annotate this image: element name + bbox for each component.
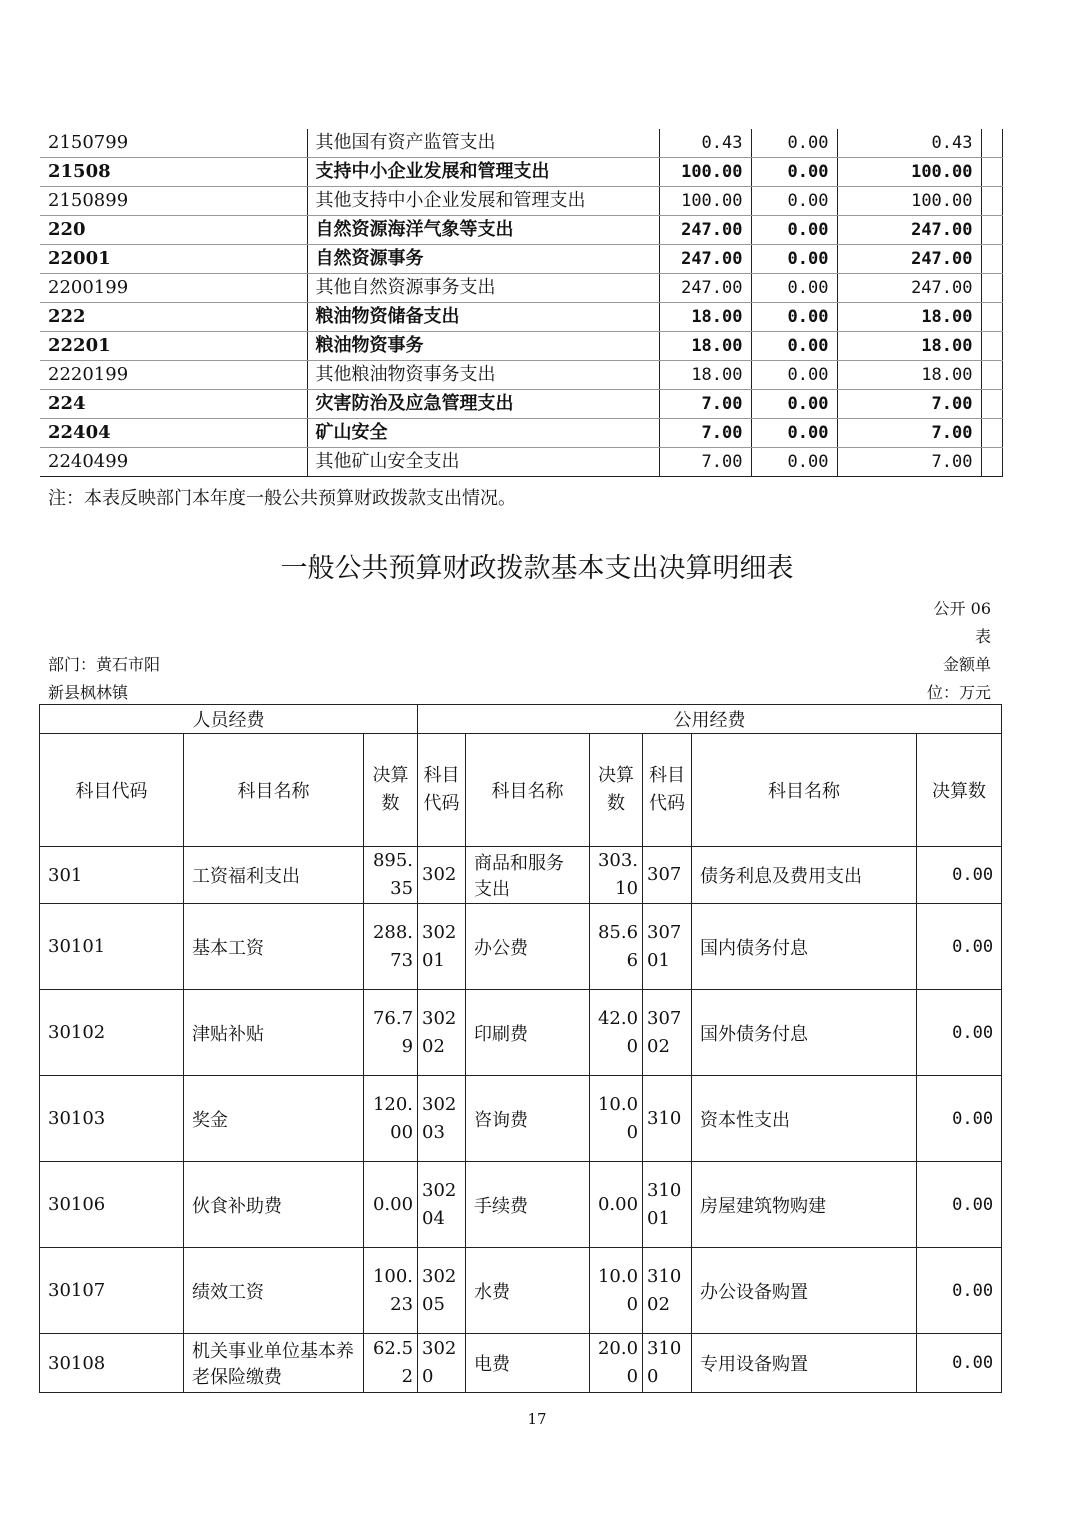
table-row — [40, 303, 1002, 332]
row-total: 100.00 — [659, 187, 751, 216]
row-code: 2150899 — [40, 187, 307, 216]
row-blank — [981, 187, 1002, 216]
personnel-name: 绩效工资 — [184, 1248, 364, 1334]
table-row — [40, 1248, 1002, 1334]
table-row — [40, 419, 1002, 448]
row-code: 2240499 — [40, 448, 307, 477]
row-basic: 7.00 — [837, 390, 981, 419]
personnel-amount: 120.00 — [364, 1076, 418, 1162]
personnel-name: 伙食补助费 — [184, 1162, 364, 1248]
table-row — [40, 390, 1002, 419]
personnel-code: 30106 — [40, 1162, 184, 1248]
table-row — [40, 245, 1002, 274]
public-name-2: 债务利息及费用支出 — [692, 847, 917, 904]
row-project: 0.00 — [751, 158, 837, 187]
personnel-amount: 62.52 — [364, 1334, 418, 1393]
personnel-amount: 76.79 — [364, 990, 418, 1076]
personnel-name: 津贴补贴 — [184, 990, 364, 1076]
public-amount-2: 0.00 — [917, 1334, 1002, 1393]
public-code-2: 3100 — [643, 1334, 692, 1393]
public-code: 302 — [418, 847, 466, 904]
row-code: 21508 — [40, 158, 307, 187]
public-amount: 85.66 — [590, 904, 643, 990]
public-code: 3020 — [418, 1334, 466, 1393]
row-name: 自然资源事务 — [307, 245, 659, 274]
header-amount: 决算数 — [917, 734, 1002, 847]
table-row — [40, 904, 1002, 990]
row-total: 18.00 — [659, 361, 751, 390]
row-code: 220 — [40, 216, 307, 245]
public-code-2: 30701 — [643, 904, 692, 990]
row-basic: 7.00 — [837, 448, 981, 477]
public-name: 手续费 — [466, 1162, 590, 1248]
row-basic: 100.00 — [837, 158, 981, 187]
row-name: 其他粮油物资事务支出 — [307, 361, 659, 390]
group-personnel: 人员经费 — [40, 705, 418, 734]
personnel-code: 30102 — [40, 990, 184, 1076]
public-amount: 0.00 — [590, 1162, 643, 1248]
row-name: 矿山安全 — [307, 419, 659, 448]
public-amount: 42.00 — [590, 990, 643, 1076]
row-blank — [981, 158, 1002, 187]
public-name: 办公费 — [466, 904, 590, 990]
public-name: 印刷费 — [466, 990, 590, 1076]
row-name: 自然资源海洋气象等支出 — [307, 216, 659, 245]
table-row — [40, 990, 1002, 1076]
row-basic: 0.43 — [837, 129, 981, 158]
public-code-2: 310 — [643, 1076, 692, 1162]
form-number-line1: 公开 06 — [933, 599, 991, 618]
header-code: 科目代码 — [643, 734, 692, 847]
personnel-amount: 100.23 — [364, 1248, 418, 1334]
table-row — [40, 1076, 1002, 1162]
basic-expenditure-table — [39, 704, 1002, 1393]
row-project: 0.00 — [751, 303, 837, 332]
public-code-2: 307 — [643, 847, 692, 904]
row-total: 247.00 — [659, 216, 751, 245]
row-name: 粮油物资储备支出 — [307, 303, 659, 332]
row-code: 22404 — [40, 419, 307, 448]
header-code: 科目代码 — [40, 734, 184, 847]
public-amount-2: 0.00 — [917, 1248, 1002, 1334]
table-row — [40, 361, 1002, 390]
table-row — [40, 274, 1002, 303]
public-code: 30204 — [418, 1162, 466, 1248]
row-total: 247.00 — [659, 245, 751, 274]
public-name: 电费 — [466, 1334, 590, 1393]
public-amount-2: 0.00 — [917, 1076, 1002, 1162]
personnel-code: 301 — [40, 847, 184, 904]
department-line2: 新县枫林镇 — [48, 683, 129, 702]
row-code: 2220199 — [40, 361, 307, 390]
row-total: 7.00 — [659, 390, 751, 419]
top-expenditure-table — [40, 129, 1003, 477]
header-name: 科目名称 — [466, 734, 590, 847]
row-blank — [981, 419, 1002, 448]
row-code: 22001 — [40, 245, 307, 274]
public-name-2: 房屋建筑物购建 — [692, 1162, 917, 1248]
row-basic: 18.00 — [837, 332, 981, 361]
public-name: 水费 — [466, 1248, 590, 1334]
row-basic: 18.00 — [837, 361, 981, 390]
table-row — [40, 129, 1002, 158]
public-amount: 10.00 — [590, 1248, 643, 1334]
personnel-name: 工资福利支出 — [184, 847, 364, 904]
row-project: 0.00 — [751, 448, 837, 477]
row-blank — [981, 245, 1002, 274]
public-code: 30203 — [418, 1076, 466, 1162]
row-blank — [981, 274, 1002, 303]
public-name: 咨询费 — [466, 1076, 590, 1162]
row-blank — [981, 361, 1002, 390]
row-total: 0.43 — [659, 129, 751, 158]
row-basic: 18.00 — [837, 303, 981, 332]
unit-line2: 位：万元 — [926, 683, 991, 702]
public-name-2: 国内债务付息 — [692, 904, 917, 990]
row-basic: 247.00 — [837, 216, 981, 245]
public-amount-2: 0.00 — [917, 904, 1002, 990]
row-blank — [981, 129, 1002, 158]
row-total: 100.00 — [659, 158, 751, 187]
personnel-name: 基本工资 — [184, 904, 364, 990]
personnel-code: 30107 — [40, 1248, 184, 1334]
personnel-amount: 288.73 — [364, 904, 418, 990]
row-project: 0.00 — [751, 419, 837, 448]
row-blank — [981, 448, 1002, 477]
table-row — [40, 158, 1002, 187]
table-row — [40, 448, 1002, 477]
row-project: 0.00 — [751, 129, 837, 158]
row-name: 灾害防治及应急管理支出 — [307, 390, 659, 419]
personnel-code: 30101 — [40, 904, 184, 990]
table-row — [40, 187, 1002, 216]
public-code: 30201 — [418, 904, 466, 990]
table-row — [40, 216, 1002, 245]
row-project: 0.00 — [751, 390, 837, 419]
row-blank — [981, 216, 1002, 245]
public-code-2: 31001 — [643, 1162, 692, 1248]
row-total: 247.00 — [659, 274, 751, 303]
personnel-amount: 0.00 — [364, 1162, 418, 1248]
header-amount: 决算数 — [590, 734, 643, 847]
row-code: 222 — [40, 303, 307, 332]
public-code: 30202 — [418, 990, 466, 1076]
row-code: 22201 — [40, 332, 307, 361]
row-total: 18.00 — [659, 303, 751, 332]
row-blank — [981, 303, 1002, 332]
public-amount-2: 0.00 — [917, 847, 1002, 904]
page-number: 17 — [527, 1410, 547, 1428]
row-name: 其他矿山安全支出 — [307, 448, 659, 477]
personnel-amount: 895.35 — [364, 847, 418, 904]
public-amount-2: 0.00 — [917, 990, 1002, 1076]
table-row — [40, 1162, 1002, 1248]
row-name: 其他国有资产监管支出 — [307, 129, 659, 158]
row-project: 0.00 — [751, 245, 837, 274]
public-amount-2: 0.00 — [917, 1162, 1002, 1248]
row-project: 0.00 — [751, 187, 837, 216]
row-total: 7.00 — [659, 448, 751, 477]
personnel-name: 奖金 — [184, 1076, 364, 1162]
table-row — [40, 1334, 1002, 1393]
public-code: 30205 — [418, 1248, 466, 1334]
header-name: 科目名称 — [184, 734, 364, 847]
group-public: 公用经费 — [418, 705, 1002, 734]
row-name: 其他自然资源事务支出 — [307, 274, 659, 303]
row-basic: 247.00 — [837, 245, 981, 274]
public-code-2: 30702 — [643, 990, 692, 1076]
row-project: 0.00 — [751, 361, 837, 390]
row-project: 0.00 — [751, 332, 837, 361]
public-name-2: 专用设备购置 — [692, 1334, 917, 1393]
header-amount: 决算数 — [364, 734, 418, 847]
row-basic: 247.00 — [837, 274, 981, 303]
public-name-2: 资本性支出 — [692, 1076, 917, 1162]
row-code: 2200199 — [40, 274, 307, 303]
row-basic: 100.00 — [837, 187, 981, 216]
row-code: 2150799 — [40, 129, 307, 158]
row-total: 18.00 — [659, 332, 751, 361]
table-row — [40, 332, 1002, 361]
header-name: 科目名称 — [692, 734, 917, 847]
row-name: 其他支持中小企业发展和管理支出 — [307, 187, 659, 216]
public-name-2: 办公设备购置 — [692, 1248, 917, 1334]
row-name: 粮油物资事务 — [307, 332, 659, 361]
table-note: 注：本表反映部门本年度一般公共预算财政拨款支出情况。 — [48, 488, 516, 509]
unit-line1: 金额单 — [942, 655, 991, 674]
public-name: 商品和服务支出 — [466, 847, 590, 904]
form-number-line2: 表 — [974, 627, 991, 646]
row-project: 0.00 — [751, 274, 837, 303]
public-code-2: 31002 — [643, 1248, 692, 1334]
row-basic: 7.00 — [837, 419, 981, 448]
page-title: 一般公共预算财政拨款基本支出决算明细表 — [280, 553, 794, 584]
row-name: 支持中小企业发展和管理支出 — [307, 158, 659, 187]
row-project: 0.00 — [751, 216, 837, 245]
personnel-name: 机关事业单位基本养老保险缴费 — [184, 1334, 364, 1393]
public-name-2: 国外债务付息 — [692, 990, 917, 1076]
department-line1: 部门：黄石市阳 — [48, 655, 161, 674]
header-code: 科目代码 — [418, 734, 466, 847]
row-code: 224 — [40, 390, 307, 419]
public-amount: 20.00 — [590, 1334, 643, 1393]
table-row — [40, 847, 1002, 904]
personnel-code: 30108 — [40, 1334, 184, 1393]
row-blank — [981, 390, 1002, 419]
public-amount: 10.00 — [590, 1076, 643, 1162]
public-amount: 303.10 — [590, 847, 643, 904]
row-blank — [981, 332, 1002, 361]
personnel-code: 30103 — [40, 1076, 184, 1162]
row-total: 7.00 — [659, 419, 751, 448]
